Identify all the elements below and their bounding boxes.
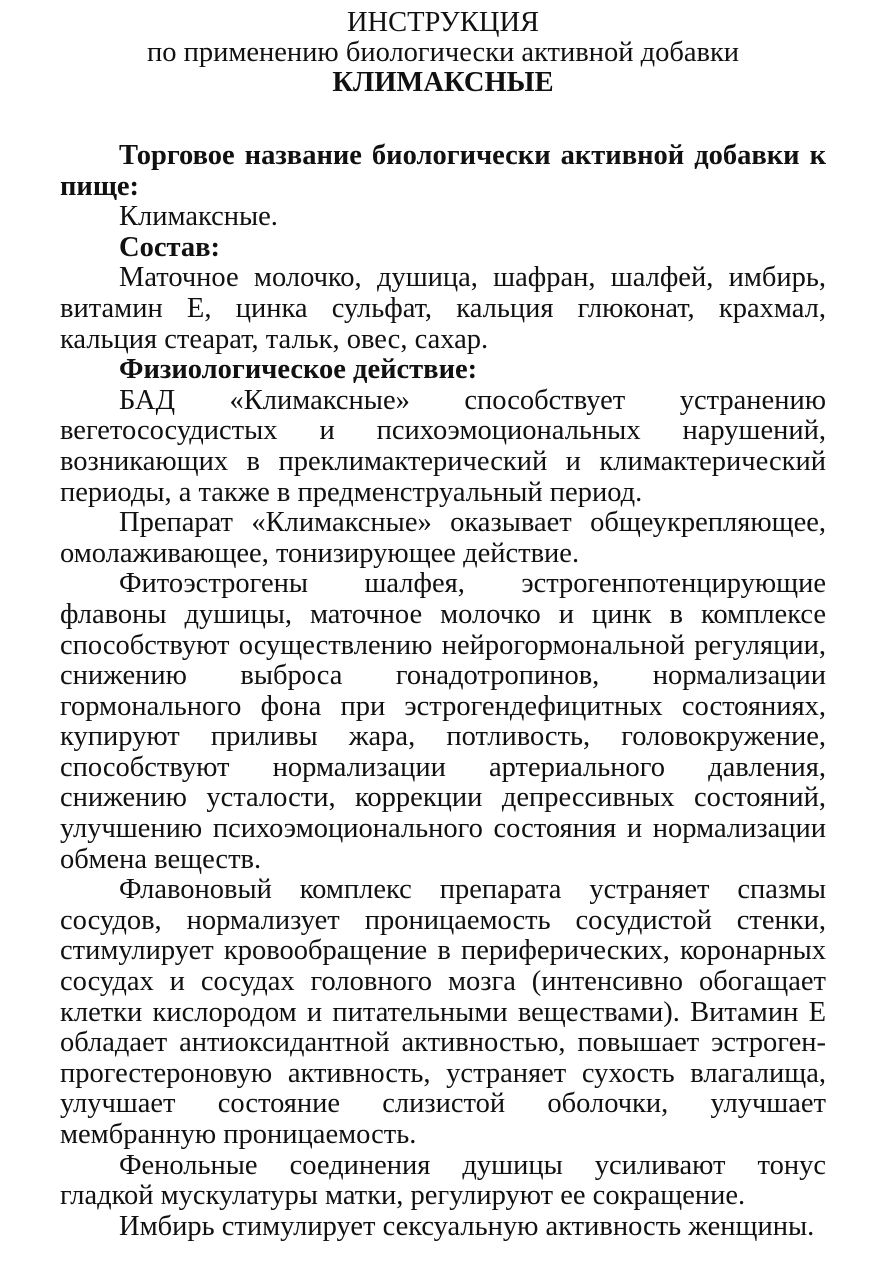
action-heading: Физиологическое действие:: [119, 354, 478, 386]
instruction-page: [60, 8, 826, 1242]
product-name: КЛИМАКСНЫЕ: [332, 67, 554, 98]
instruction-body: [60, 141, 826, 1242]
document-subtitle: по применению биологически активной добавки: [146, 37, 740, 68]
action-paragraph: Флавоновый комплекс препарата устраняет спазмы сосудов, нормализует проницаемость сосудистой стенки, стимулирует кровообращение в периферических, коронарных сосудах и сосудах головного мозга (интенсивно обогащает клетки кислородом и питательными веществами). Витамин Е обладает антиоксидантной активностью, повышает эстроген-прогестероновую активность, устраняет сухость влагалища, улучшает состояние слизистой оболочки, улучшает мембранную проницаемость.: [60, 874, 826, 1150]
composition-text: Маточное молочко, душица, шафран, шалфей, имбирь, витамин Е, цинка сульфат, кальция глюконат, крахмал, кальция стеарат, тальк, овес, сахар.: [60, 262, 826, 355]
trade-name-heading: Торговое название биологически активной добавки к пище:: [60, 140, 826, 202]
trade-name-value: Климаксные.: [119, 201, 278, 233]
action-paragraph: Имбирь стимулирует сексуальную активность женщины.: [119, 1210, 815, 1242]
action-paragraph: Препарат «Климаксные» оказывает общеукрепляющее, омолаживающее, тонизирующее действие.: [60, 507, 826, 569]
action-paragraph: Фенольные соединения душицы усиливают тонус гладкой мускулатуры матки, регулируют ее сокращение.: [60, 1149, 826, 1212]
document-title: ИНСТРУКЦИЯ: [346, 7, 540, 38]
action-paragraph: БАД «Климаксные» способствует устранению вегетососудистых и психоэмоциональных нарушений, возникающих в преклимактерический и климактерический периоды, а также в предменструальный период.: [60, 384, 826, 508]
action-paragraph: Фитоэстрогены шалфея, эстрогенпотенцирующие флавоны душицы, маточное молочко и цинк в комплексе способствуют осуществлению нейрогормональной регуляции, снижению выброса гонадотропинов, нормализации гормонального фона при эстрогендефицитных состояниях, купируют приливы жара, потливость, головокружение, способствуют нормализации артериального давления, снижению усталости, коррекции депрессивных состояний, улучшению психоэмоционального состояния и нормализации обмена веществ.: [60, 568, 826, 875]
composition-heading: Состав:: [119, 231, 220, 263]
